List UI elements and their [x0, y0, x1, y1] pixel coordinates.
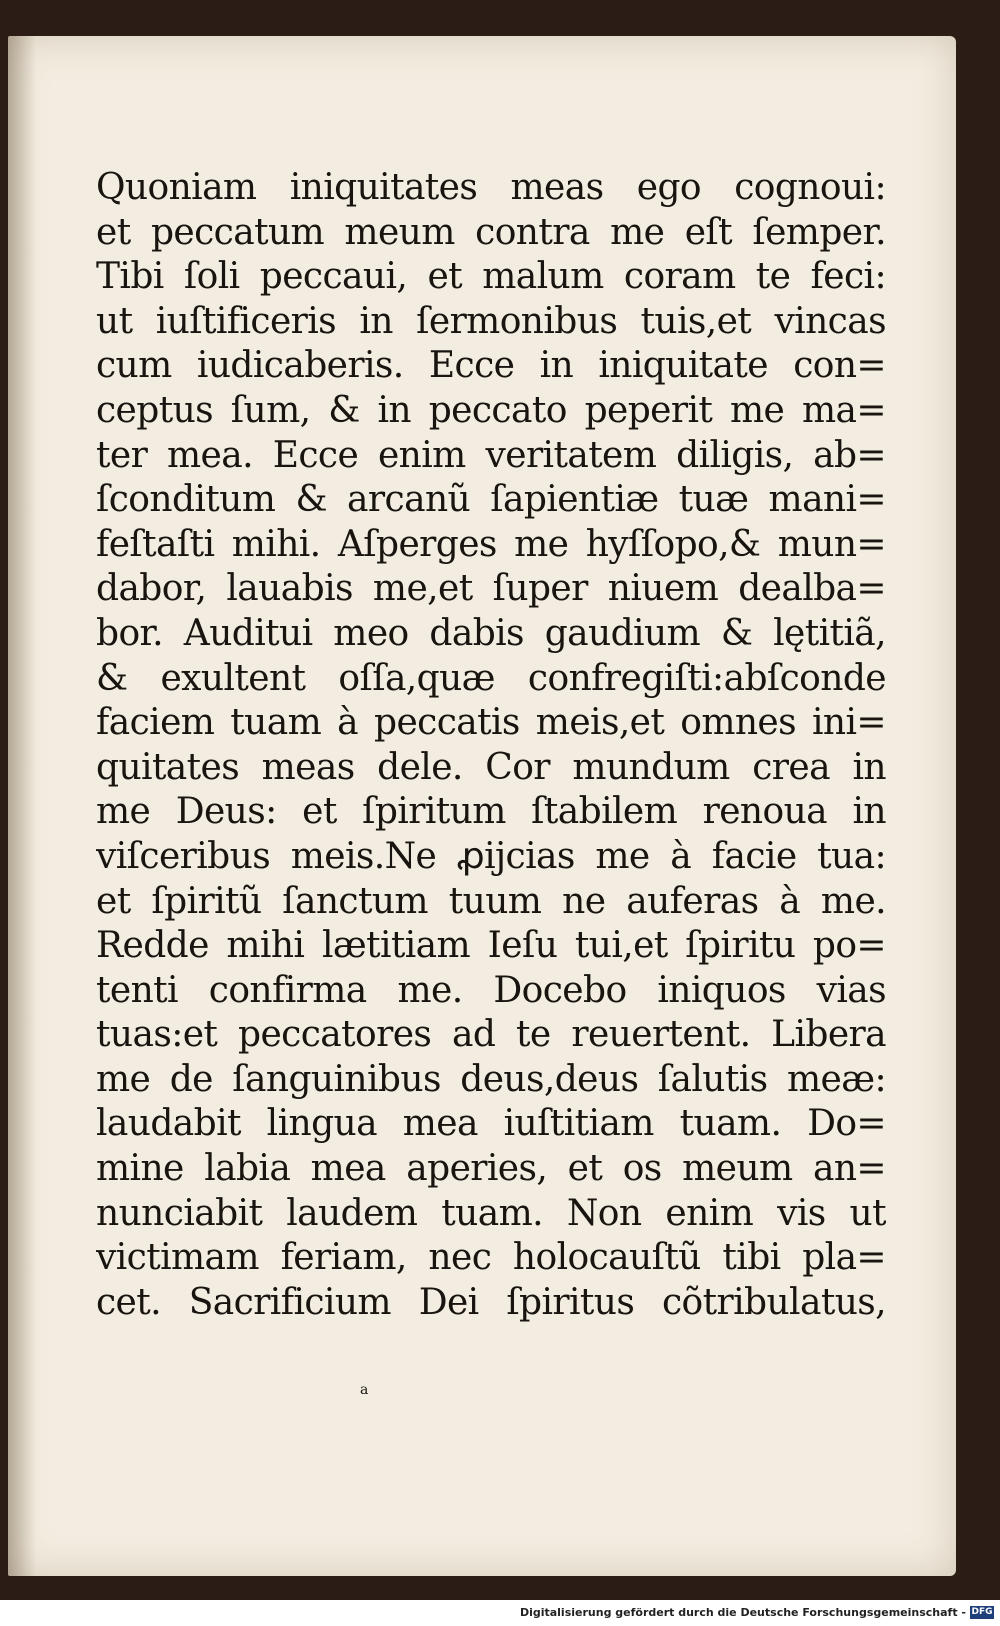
text-line: bor. Auditui meo dabis gaudium & lętitiã,	[96, 612, 886, 654]
text-line: Tibi ſoli peccaui, et malum coram te feci:	[96, 256, 886, 298]
funding-credit: Digitalisierung gefördert durch die Deutsche Forschungsgemeinschaft -	[519, 1606, 966, 1619]
signature-mark: a	[360, 1382, 369, 1398]
text-line: tuas:et peccatores ad te reuertent. Libera	[96, 1014, 886, 1056]
text-line: me de ſanguinibus deus,deus ſalutis meæ:	[96, 1058, 886, 1100]
text-line: faciem tuam à peccatis meis,et omnes ini=	[96, 702, 886, 744]
text-line: cet. Sacrificium Dei ſpiritus cõtribulatus,	[96, 1281, 886, 1323]
text-line: cum iudicaberis. Ecce in iniquitate con=	[96, 345, 886, 387]
text-line: nunciabit laudem tuam. Non enim vis ut	[96, 1192, 886, 1234]
spine-shadow	[8, 36, 36, 1576]
text-line: ceptus ſum, & in peccato peperit me ma=	[96, 389, 886, 431]
text-line: ſconditum & arcanũ ſapientiæ tuæ mani=	[96, 479, 886, 521]
text-line: tenti confirma me. Docebo iniquos vias	[96, 969, 886, 1011]
footer-bar	[0, 1600, 1000, 1626]
text-line: viſceribus meis.Ne ꝓijcias me à facie tua:	[96, 835, 886, 877]
text-line: et ſpiritũ ſanctum tuum ne auferas à me.	[96, 880, 886, 922]
text-line: & exultent oſſa,quæ confregiſti:abſconde	[96, 657, 886, 699]
text-line: Quoniam iniquitates meas ego cognoui:	[96, 167, 886, 208]
text-line: Redde mihi lætitiam Ieſu tui,et ſpiritu po=	[96, 925, 886, 967]
text-line: victimam feriam, nec holocauſtũ tibi pla=	[96, 1237, 886, 1279]
text-line: ut iuſtificeris in ſermonibus tuis,et vincas	[96, 300, 886, 342]
dfg-logo: DFG	[971, 1607, 993, 1617]
text-line: dabor, lauabis me,et ſuper niuem dealba=	[96, 568, 886, 610]
text-line: quitates meas dele. Cor mundum crea in	[96, 746, 886, 788]
text-line: me Deus: et ſpiritum ſtabilem renoua in	[96, 791, 886, 833]
book-page	[8, 36, 956, 1576]
text-line: et peccatum meum contra me eſt ſemper.	[96, 211, 886, 253]
text-line: feſtaſti mihi. Aſperges me hyſſopo,& mun=	[96, 523, 886, 565]
text-block	[96, 166, 886, 1325]
text-line: ter mea. Ecce enim veritatem diligis, ab=	[96, 434, 886, 476]
text-line: laudabit lingua mea iuſtitiam tuam. Do=	[96, 1103, 886, 1145]
text-line: mine labia mea aperies, et os meum an=	[96, 1148, 886, 1190]
